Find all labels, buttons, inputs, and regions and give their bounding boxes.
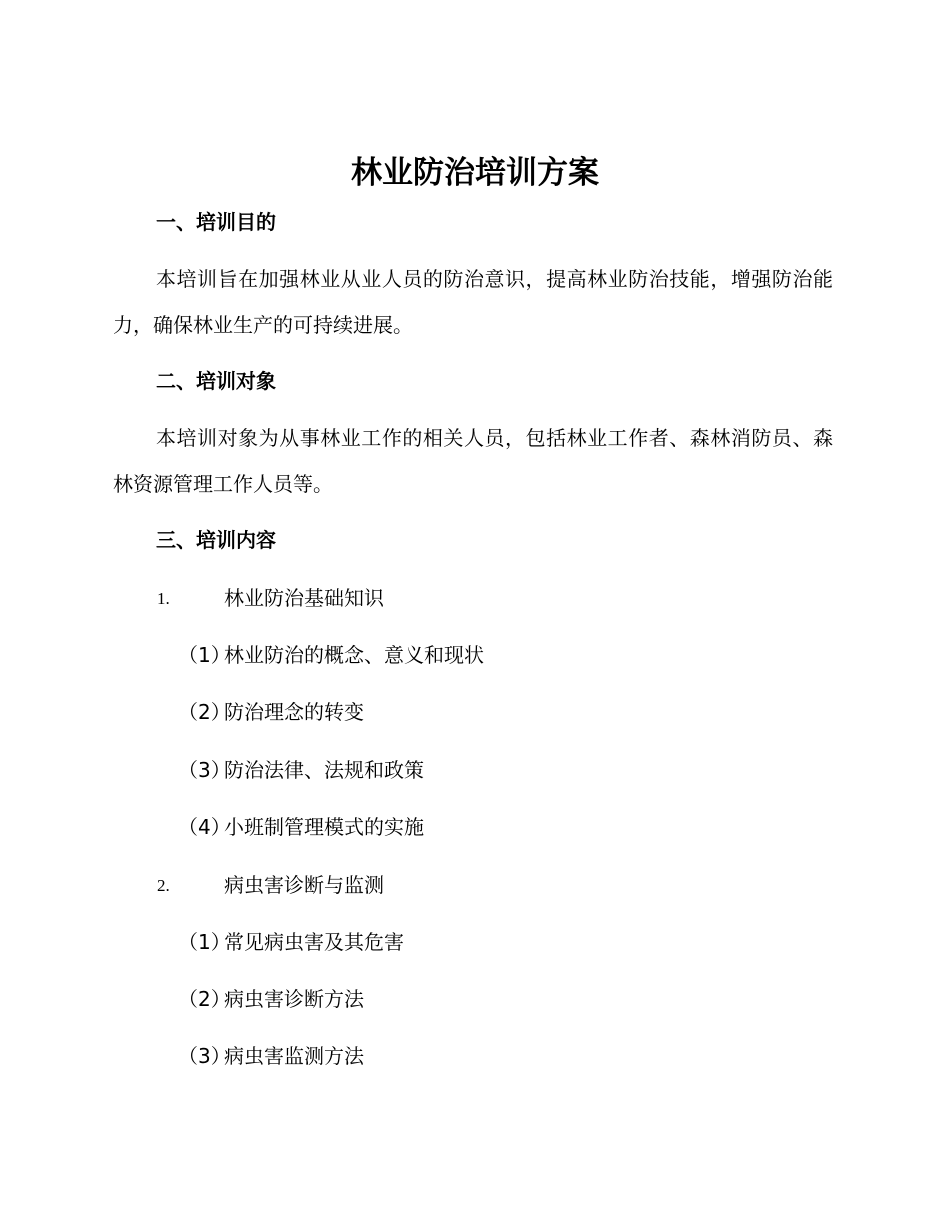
sub-list-item — [178, 1041, 364, 1071]
sub-list-marker: （3） — [178, 1044, 231, 1068]
list-item-title: 林业防治基础知识 — [224, 586, 384, 610]
sub-list-item — [178, 984, 364, 1014]
sub-list-text: 林业防治的概念、意义和现状 — [224, 643, 484, 667]
document-title: 林业防治培训方案 — [351, 155, 599, 191]
sub-list-item — [178, 697, 364, 727]
sub-list-item — [178, 812, 424, 842]
section-paragraph-audience: 本培训对象为从事林业工作的相关人员，包括林业工作者、森林消防员、森林资源管理工作人员等。 — [113, 426, 833, 496]
section-paragraph-purpose: 本培训旨在加强林业从业人员的防治意识，提高林业防治技能，增强防治能力，确保林业生产的可持续进展。 — [113, 267, 833, 337]
sub-list-item — [178, 640, 484, 670]
section-heading-purpose: 一、培训目的 — [156, 210, 276, 234]
sub-list-marker: （1） — [178, 930, 231, 954]
sub-list-marker: （2） — [178, 987, 231, 1011]
sub-list-marker: （4） — [178, 815, 231, 839]
list-item-title: 病虫害诊断与监测 — [224, 873, 384, 897]
sub-list-marker: （3） — [178, 758, 231, 782]
sub-list-text: 常见病虫害及其危害 — [224, 930, 404, 954]
sub-list-marker: （2） — [178, 700, 231, 724]
sub-list-text: 防治法律、法规和政策 — [224, 758, 424, 782]
list-item-number: 1. — [157, 589, 170, 608]
sub-list-text: 病虫害监测方法 — [224, 1044, 364, 1068]
section-heading-audience: 二、培训对象 — [156, 369, 276, 393]
sub-list-item — [178, 927, 404, 957]
sub-list-text: 防治理念的转变 — [224, 700, 364, 724]
sub-list-text: 小班制管理模式的实施 — [224, 815, 424, 839]
sub-list-item — [178, 755, 424, 785]
list-item-number: 2. — [157, 876, 170, 895]
section-heading-content: 三、培训内容 — [156, 528, 276, 552]
sub-list-marker: （1） — [178, 643, 231, 667]
sub-list-text: 病虫害诊断方法 — [224, 987, 364, 1011]
